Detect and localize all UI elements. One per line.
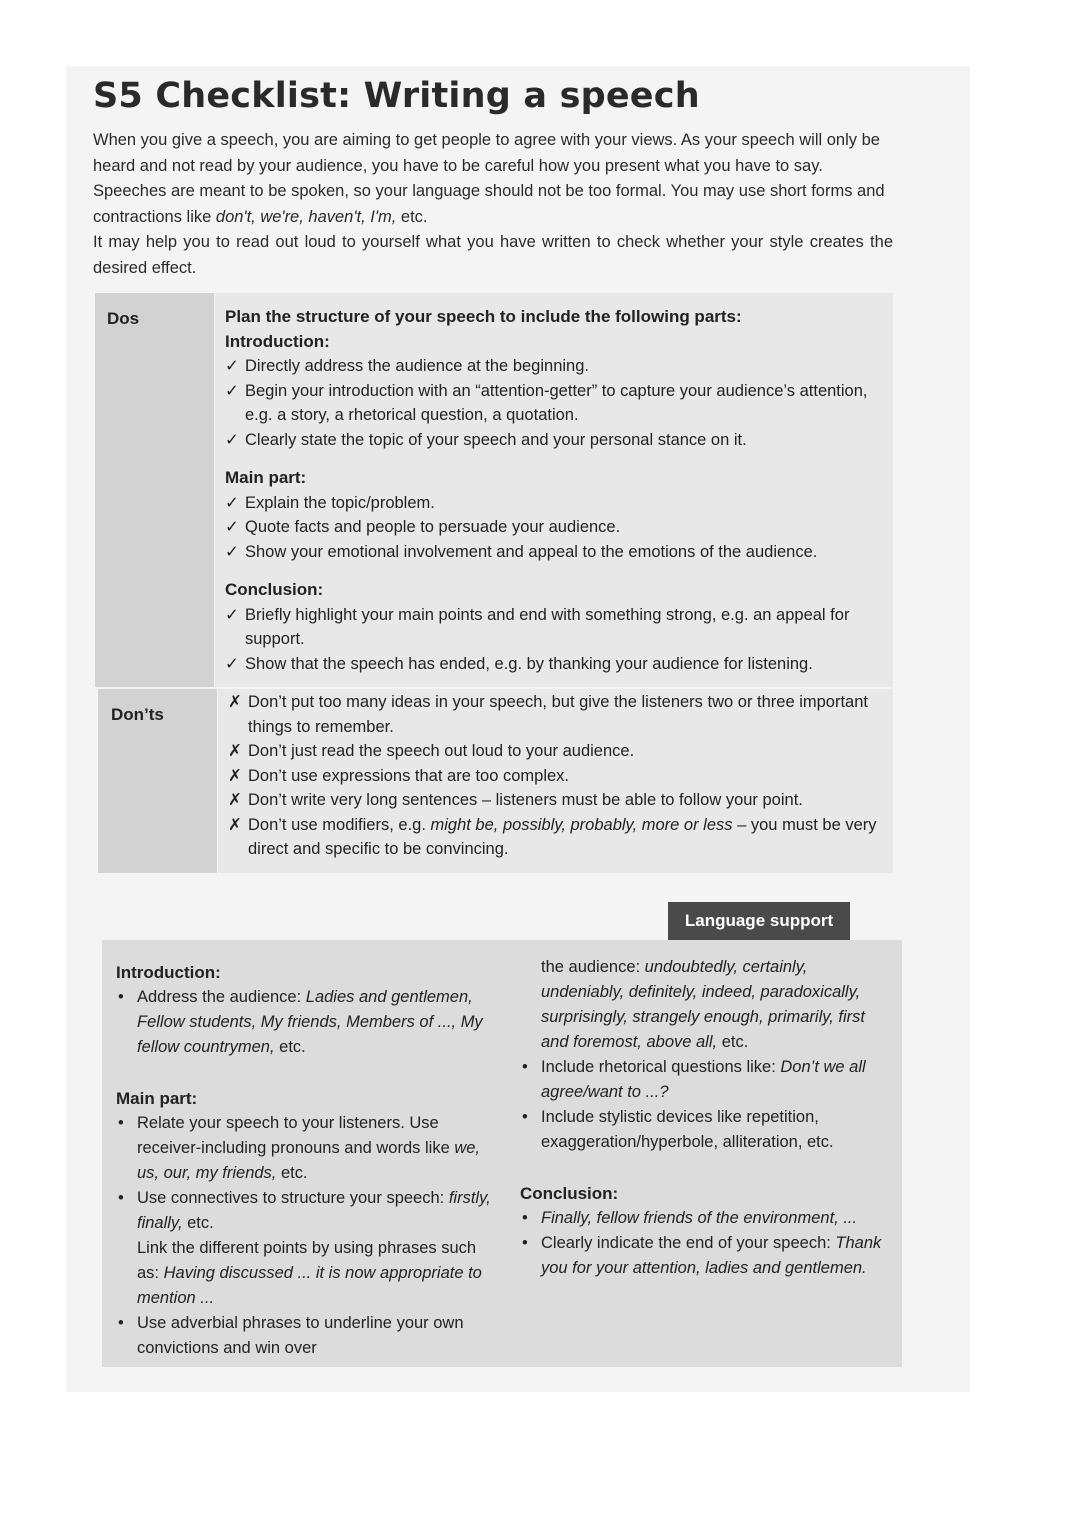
- list-item: ✓ Quote facts and people to persuade your audience.: [225, 515, 885, 540]
- intro-p1-text: When you give a speech, you are aiming to get people to agree with your views. As your speech will only be heard and not read by your audience, you have to be careful how you present what you have to say. Speeches are meant to be spoken, so your language should not be too formal. You may use short forms and contractions like: [93, 131, 885, 226]
- dos-introduction-heading: Introduction:: [225, 331, 330, 351]
- list-item: • Use connectives to structure your speech: firstly, finally, etc.: [116, 1186, 496, 1236]
- bullet-icon: •: [118, 1114, 124, 1132]
- language-support-left-column: [116, 960, 496, 1361]
- bullet-icon: •: [522, 1108, 528, 1126]
- ls-main-part-heading: Main part:: [116, 1089, 198, 1108]
- list-item: • Clearly indicate the end of your speech: Thank you for your attention, ladies and gentlemen.: [520, 1231, 890, 1281]
- donts-content: [228, 690, 883, 862]
- dos-conclusion-heading: Conclusion:: [225, 580, 324, 599]
- intro-p1-examples: don't, we're, haven't, I'm,: [215, 207, 397, 226]
- list-item: ✓ Show your emotional involvement and appeal to the emotions of the audience.: [225, 540, 885, 565]
- list-item-continuation: the audience: undoubtedly, certainly, undeniably, definitely, indeed, paradoxically, surprisingly, strangely enough, primarily, first and foremost, above all, etc.: [541, 958, 866, 1051]
- list-item: ✓ Directly address the audience at the beginning.: [225, 354, 885, 379]
- cross-icon: ✗: [228, 791, 242, 809]
- language-support-right-column: [520, 955, 890, 1281]
- language-support-tag: Language support: [668, 902, 850, 940]
- bullet-icon: •: [118, 988, 124, 1006]
- check-icon: ✓: [225, 605, 239, 624]
- intro-text: [93, 128, 893, 281]
- list-item: • Relate your speech to your listeners. Use receiver-including pronouns and words like we, us, our, my friends, etc.: [116, 1111, 496, 1186]
- list-item: • Include stylistic devices like repetition, exaggeration/hyperbole, alliteration, etc.: [520, 1105, 890, 1155]
- list-item: • Include rhetorical questions like: Don’t we all agree/want to ...?: [520, 1055, 890, 1105]
- ls-introduction-heading: Introduction:: [116, 963, 221, 982]
- dos-main-part-heading: Main part:: [225, 468, 307, 487]
- cross-icon: ✗: [228, 742, 242, 760]
- list-item: ✗ Don’t just read the speech out loud to your audience.: [228, 739, 883, 764]
- bullet-icon: •: [118, 1189, 124, 1207]
- dos-label: Dos: [95, 293, 214, 687]
- bullet-icon: •: [522, 1234, 528, 1252]
- intro-p1-suffix: etc.: [396, 207, 428, 226]
- list-item: ✗ Don’t use expressions that are too complex.: [228, 764, 883, 789]
- list-item: ✓ Show that the speech has ended, e.g. by thanking your audience for listening.: [225, 652, 885, 677]
- intro-paragraph-1: [93, 128, 893, 230]
- cross-icon: ✗: [228, 815, 242, 834]
- list-item: • Finally, fellow friends of the environment, ...: [520, 1206, 890, 1231]
- check-icon: ✓: [225, 518, 239, 536]
- checklist-table: [95, 293, 893, 873]
- list-item: ✗ Don’t use modifiers, e.g. might be, possibly, probably, more or less – you must be very direct and specific to be convincing.: [228, 813, 883, 862]
- check-icon: ✓: [225, 430, 239, 449]
- check-icon: ✓: [225, 493, 239, 512]
- dos-heading: Plan the structure of your speech to include the following parts:: [225, 307, 742, 326]
- cross-icon: ✗: [228, 766, 242, 785]
- list-item: • Use adverbial phrases to underline your own convictions and win over: [116, 1311, 496, 1361]
- list-item: ✓ Briefly highlight your main points and end with something strong, e.g. an appeal for support.: [225, 603, 885, 652]
- check-icon: ✓: [225, 357, 239, 375]
- check-icon: ✓: [225, 542, 239, 561]
- intro-paragraph-2: It may help you to read out loud to yourself what you have written to check whether your style creates the desired effect.: [93, 233, 893, 277]
- page-title: S5 Checklist: Writing a speech: [93, 76, 700, 116]
- list-item: ✓ Explain the topic/problem.: [225, 491, 885, 516]
- list-item: ✗ Don’t put too many ideas in your speech, but give the listeners two or three important things to remember.: [228, 690, 883, 739]
- check-icon: ✓: [225, 381, 239, 400]
- bullet-icon: •: [522, 1058, 528, 1076]
- bullet-icon: •: [522, 1209, 528, 1227]
- bullet-icon: •: [118, 1314, 124, 1332]
- list-item: ✓ Clearly state the topic of your speech and your personal stance on it.: [225, 428, 885, 453]
- donts-label: Don’ts: [98, 689, 217, 873]
- check-icon: ✓: [225, 654, 239, 673]
- cross-icon: ✗: [228, 693, 242, 711]
- list-item: • Address the audience: Ladies and gentlemen, Fellow students, My friends, Members of ..., My fellow countrymen, etc.: [116, 985, 496, 1060]
- list-item: ✓ Begin your introduction with an “attention-getter” to capture your audience’s attention, e.g. a story, a rhetorical question, a quotation.: [225, 379, 885, 428]
- list-item-continuation: Link the different points by using phrases such as: Having discussed ... it is now appropriate to mention ...: [137, 1239, 482, 1307]
- list-item: ✗ Don’t write very long sentences – listeners must be able to follow your point.: [228, 788, 883, 813]
- dos-content: [225, 305, 885, 676]
- ls-conclusion-heading: Conclusion:: [520, 1184, 619, 1203]
